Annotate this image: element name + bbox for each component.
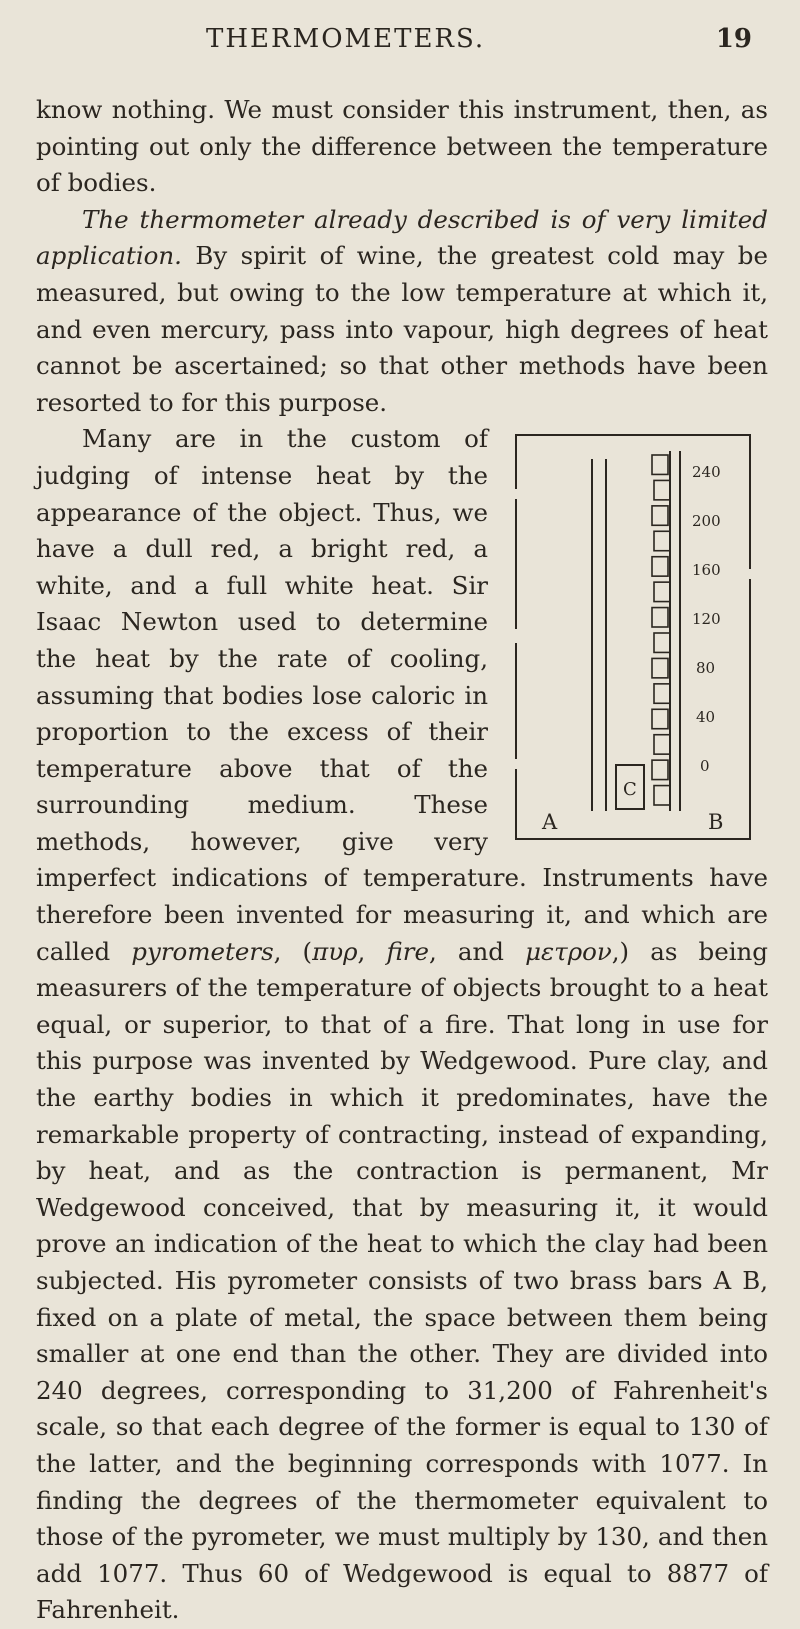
scale-cell (654, 786, 670, 805)
greek-word-fire: πυρ (312, 936, 358, 966)
scale-label-group (692, 463, 721, 775)
scale-cell (654, 735, 670, 754)
paragraph-3-part-b: , ( (273, 936, 313, 966)
scale-label-80: 80 (696, 659, 716, 678)
scale-label-40: 40 (696, 708, 716, 727)
paragraph-2 (36, 202, 768, 422)
page-header (96, 24, 764, 64)
scale-label-200: 200 (692, 512, 721, 531)
paragraph-1: know nothing. We must consider this instrument, then, as pointing out only the difference between the temperature of bodies. (36, 95, 768, 198)
pyrometer-illustration (502, 429, 774, 849)
scale-label-240: 240 (692, 463, 721, 482)
pyrometer-figure (502, 429, 774, 849)
scale-label-160: 160 (692, 561, 721, 580)
label-c: C (623, 779, 637, 801)
term-pyrometers: pyrometers (131, 936, 274, 966)
paragraph-3-part-c: , (357, 936, 387, 966)
scale-cell (652, 710, 668, 729)
scale-label-120: 120 (692, 610, 721, 629)
bar-b (670, 451, 680, 811)
scale-cell (652, 608, 668, 627)
scale-cell (652, 455, 668, 474)
paragraph-3 (36, 421, 768, 1629)
scale-cell (652, 557, 668, 576)
paragraph-2-rest: By spirit of wine, the greatest cold may be measured, but owing to the low temperature at which it, and even mercury, pass into vapour, high degrees of heat cannot be ascertained; so that other methods have been resorted to for this purpose. (36, 241, 768, 417)
scale-cell (654, 582, 670, 601)
scale-cell (654, 481, 670, 500)
label-a: A (542, 810, 558, 835)
scale-cell (652, 760, 668, 779)
scale-ticks (652, 455, 670, 805)
page-number: 19 (715, 24, 752, 54)
running-head: THERMOMETERS. (206, 24, 486, 54)
scale-label-0: 0 (700, 757, 710, 776)
bar-a (592, 459, 606, 811)
scale-cell (654, 684, 670, 703)
paragraph-3-part-e: ,) as being measurers of the temperature of objects brought to a heat equal, or superior, to that of a fire. That long in use for this purpose was invented by Wedgewood. Pure clay, and the earthy bodies in which it predominates, have the remarkable property of contracting, instead of expanding, by heat, and as the contraction is permanent, Mr Wedgewood conceived, that by measuring it, it would prove an indication of the heat to which the clay had been subjected. His pyrometer consists of two brass bars A B, fixed on a plate of metal, the space between them being smaller at one end than the other. They are divided into 240 degrees, corresponding to 31,200 of Fahrenheit's scale, so that each degree of the former is equal to 130 of the latter, and the beginning corresponds with 1077. In finding the degrees of the thermometer equivalent to those of the pyrometer, we must multiply by 130, and then add 1077. Thus 60 of Wedgewood is equal to 8877 of Fahrenheit. (36, 936, 768, 1625)
body-text (36, 92, 768, 1629)
greek-word-measure: μετρον (525, 936, 612, 966)
paragraph-2-italic: The thermometer already described is of very limited application. (36, 204, 768, 271)
label-b: B (708, 810, 724, 835)
scale-cell (654, 633, 670, 652)
scale-cell (652, 659, 668, 678)
plate-top-edge (516, 435, 750, 447)
paragraph-3-part-a: Many are in the custom of judging of intense heat by the appearance of the object. Thus, we have a dull red, a bright red, a white, and a full white heat. Sir Isaac Newton used to determine the heat by the rate of cooling, assuming that bodies lose caloric in proportion to the excess of their temperature above that of the surrounding medium. These methods, however, give very imperfect indications of temperature. Instruments have therefore been invented for measuring it, and which are called (36, 424, 768, 966)
paragraph-3-part-d: , and (429, 936, 526, 966)
scale-cell (652, 506, 668, 525)
scale-cell (654, 532, 670, 551)
term-fire: fire (386, 936, 429, 966)
